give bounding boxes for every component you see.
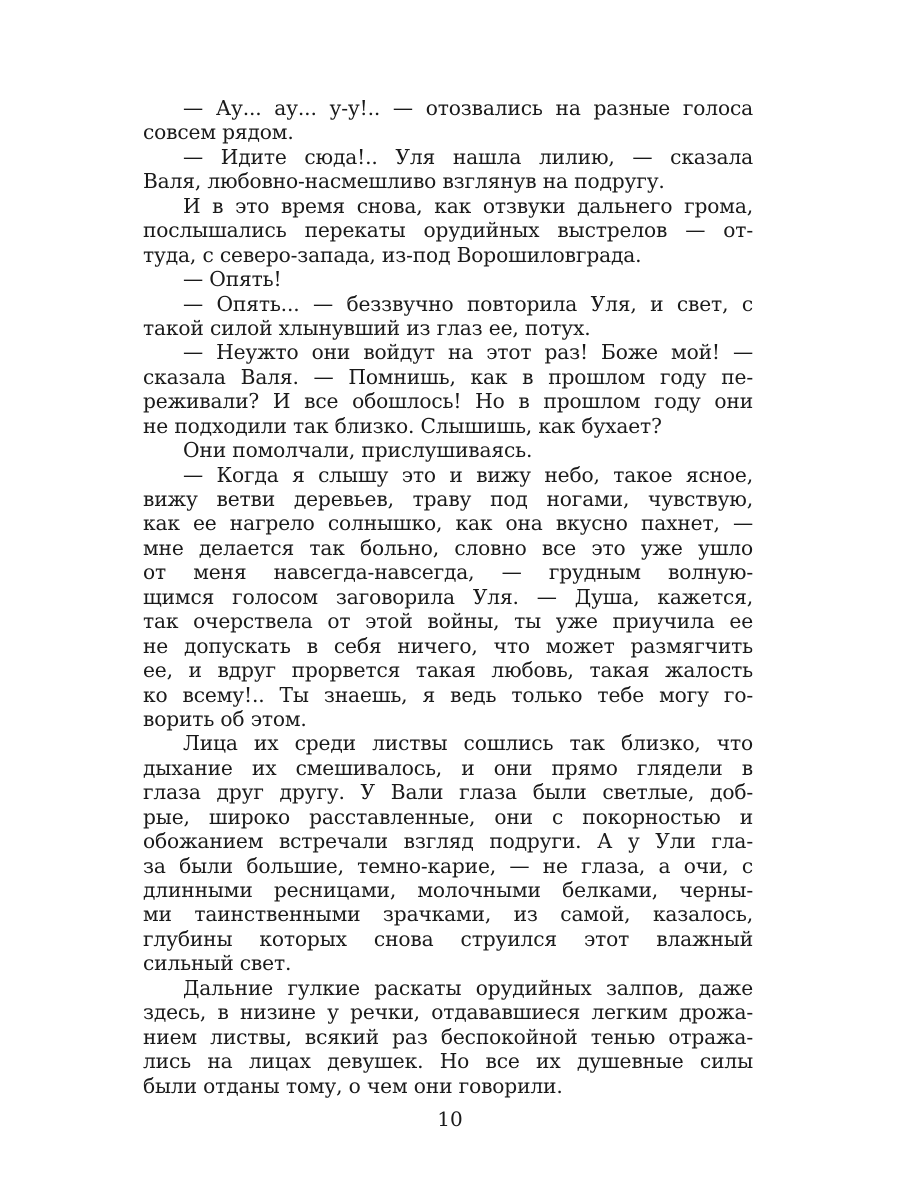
paragraph — [143, 145, 753, 194]
text-line: мне делается так больно, словно все это уже ушло — [143, 535, 753, 560]
paragraph — [143, 292, 753, 341]
text-line: такой силой хлынувший из глаз ее, потух. — [143, 315, 591, 340]
text-line: глаза друг другу. У Вали глаза были светлые, доб- — [143, 780, 753, 805]
text-line: дыхание их смешивалось, и они прямо глядели в — [143, 755, 753, 780]
paragraph — [143, 976, 753, 1098]
page-number: 10 — [437, 1107, 463, 1131]
text-line: ее, и вдруг прорвется такая любовь, такая жалость — [143, 658, 753, 683]
text-line: — Ау... ау... у-у!.. — отозвались на разные голоса — [183, 96, 753, 120]
paragraph — [143, 194, 753, 267]
paragraph — [143, 731, 753, 975]
text-line: обожанием встречали взгляд подруги. А у Ули гла- — [143, 829, 753, 854]
text-line: ми таинственными зрачками, из самой, казалось, — [143, 902, 753, 927]
paragraph — [143, 438, 753, 462]
paragraph — [143, 96, 753, 145]
text-line: как ее нагрело солнышко, как она вкусно пахнет, — — [143, 511, 753, 536]
text-line: вижу ветви деревьев, траву под ногами, чувствую, — [143, 487, 753, 511]
text-line: длинными ресницами, молочными белками, черны- — [143, 878, 753, 902]
text-line: ко всему!.. Ты знаешь, я ведь только тебе могу го- — [143, 682, 753, 707]
text-line: Они помолчали, прислушиваясь. — [183, 438, 533, 463]
text-line: щимся голосом заговорила Уля. — Душа, кажется, — [143, 584, 753, 609]
text-line: — Идите сюда!.. Уля нашла лилию, — сказала — [183, 144, 753, 169]
text-line: от меня навсегда-навсегда, — грудным волную- — [143, 560, 753, 585]
text-line: Дальние гулкие раскаты орудийных залпов, даже — [183, 975, 753, 1000]
text-line: реживали? И все обошлось! Но в прошлом году они — [143, 389, 753, 414]
text-line: — Опять... — беззвучно повторила Уля, и свет, с — [183, 291, 753, 316]
text-line: Валя, любовно-насмешливо взглянув на подругу. — [143, 169, 665, 194]
text-line: глубины которых снова струился этот влажный — [143, 926, 753, 951]
text-line: были отданы тому, о чем они говорили. — [143, 1073, 563, 1098]
text-line: совсем рядом. — [143, 120, 294, 145]
paragraph — [143, 340, 753, 438]
text-line: нием листвы, всякий раз беспокойной тенью отража- — [143, 1024, 753, 1049]
text-line: ворить об этом. — [143, 706, 307, 731]
text-line: сильный свет. — [143, 951, 292, 976]
text-line: не подходили так близко. Слышишь, как бухает? — [143, 413, 662, 438]
text-line: — Когда я слышу это и вижу небо, такое ясное, — [183, 462, 753, 487]
text-line: — Неужто они войдут на этот раз! Боже мой! — — [183, 340, 753, 365]
text-line: туда, с северо-запада, из-под Ворошиловграда. — [143, 242, 642, 267]
paragraph — [143, 267, 753, 291]
paragraph — [143, 463, 753, 732]
text-line: лись на лицах девушек. Но все их душевные силы — [143, 1049, 753, 1074]
text-line: не допускать в себя ничего, что может размягчить — [143, 633, 753, 658]
text-line: И в это время снова, как отзвуки дальнего грома, — [183, 193, 753, 218]
text-line: за были большие, темно-карие, — не глаза, а очи, с — [143, 853, 753, 878]
text-line: здесь, в низине у речки, отдававшиеся легким дрожа- — [143, 1000, 753, 1025]
text-line: — Опять! — [183, 267, 282, 292]
text-line: рые, широко расставленные, они с покорностью и — [143, 804, 753, 829]
text-line: сказала Валя. — Помнишь, как в прошлом году пе- — [143, 364, 753, 389]
text-line: так очерствела от этой войны, ты уже приучила ее — [143, 609, 753, 634]
text-line: Лица их среди листвы сошлись так близко, что — [183, 731, 753, 756]
text-line: послышались перекаты орудийных выстрелов — от- — [143, 218, 753, 243]
page-body — [143, 96, 753, 1098]
